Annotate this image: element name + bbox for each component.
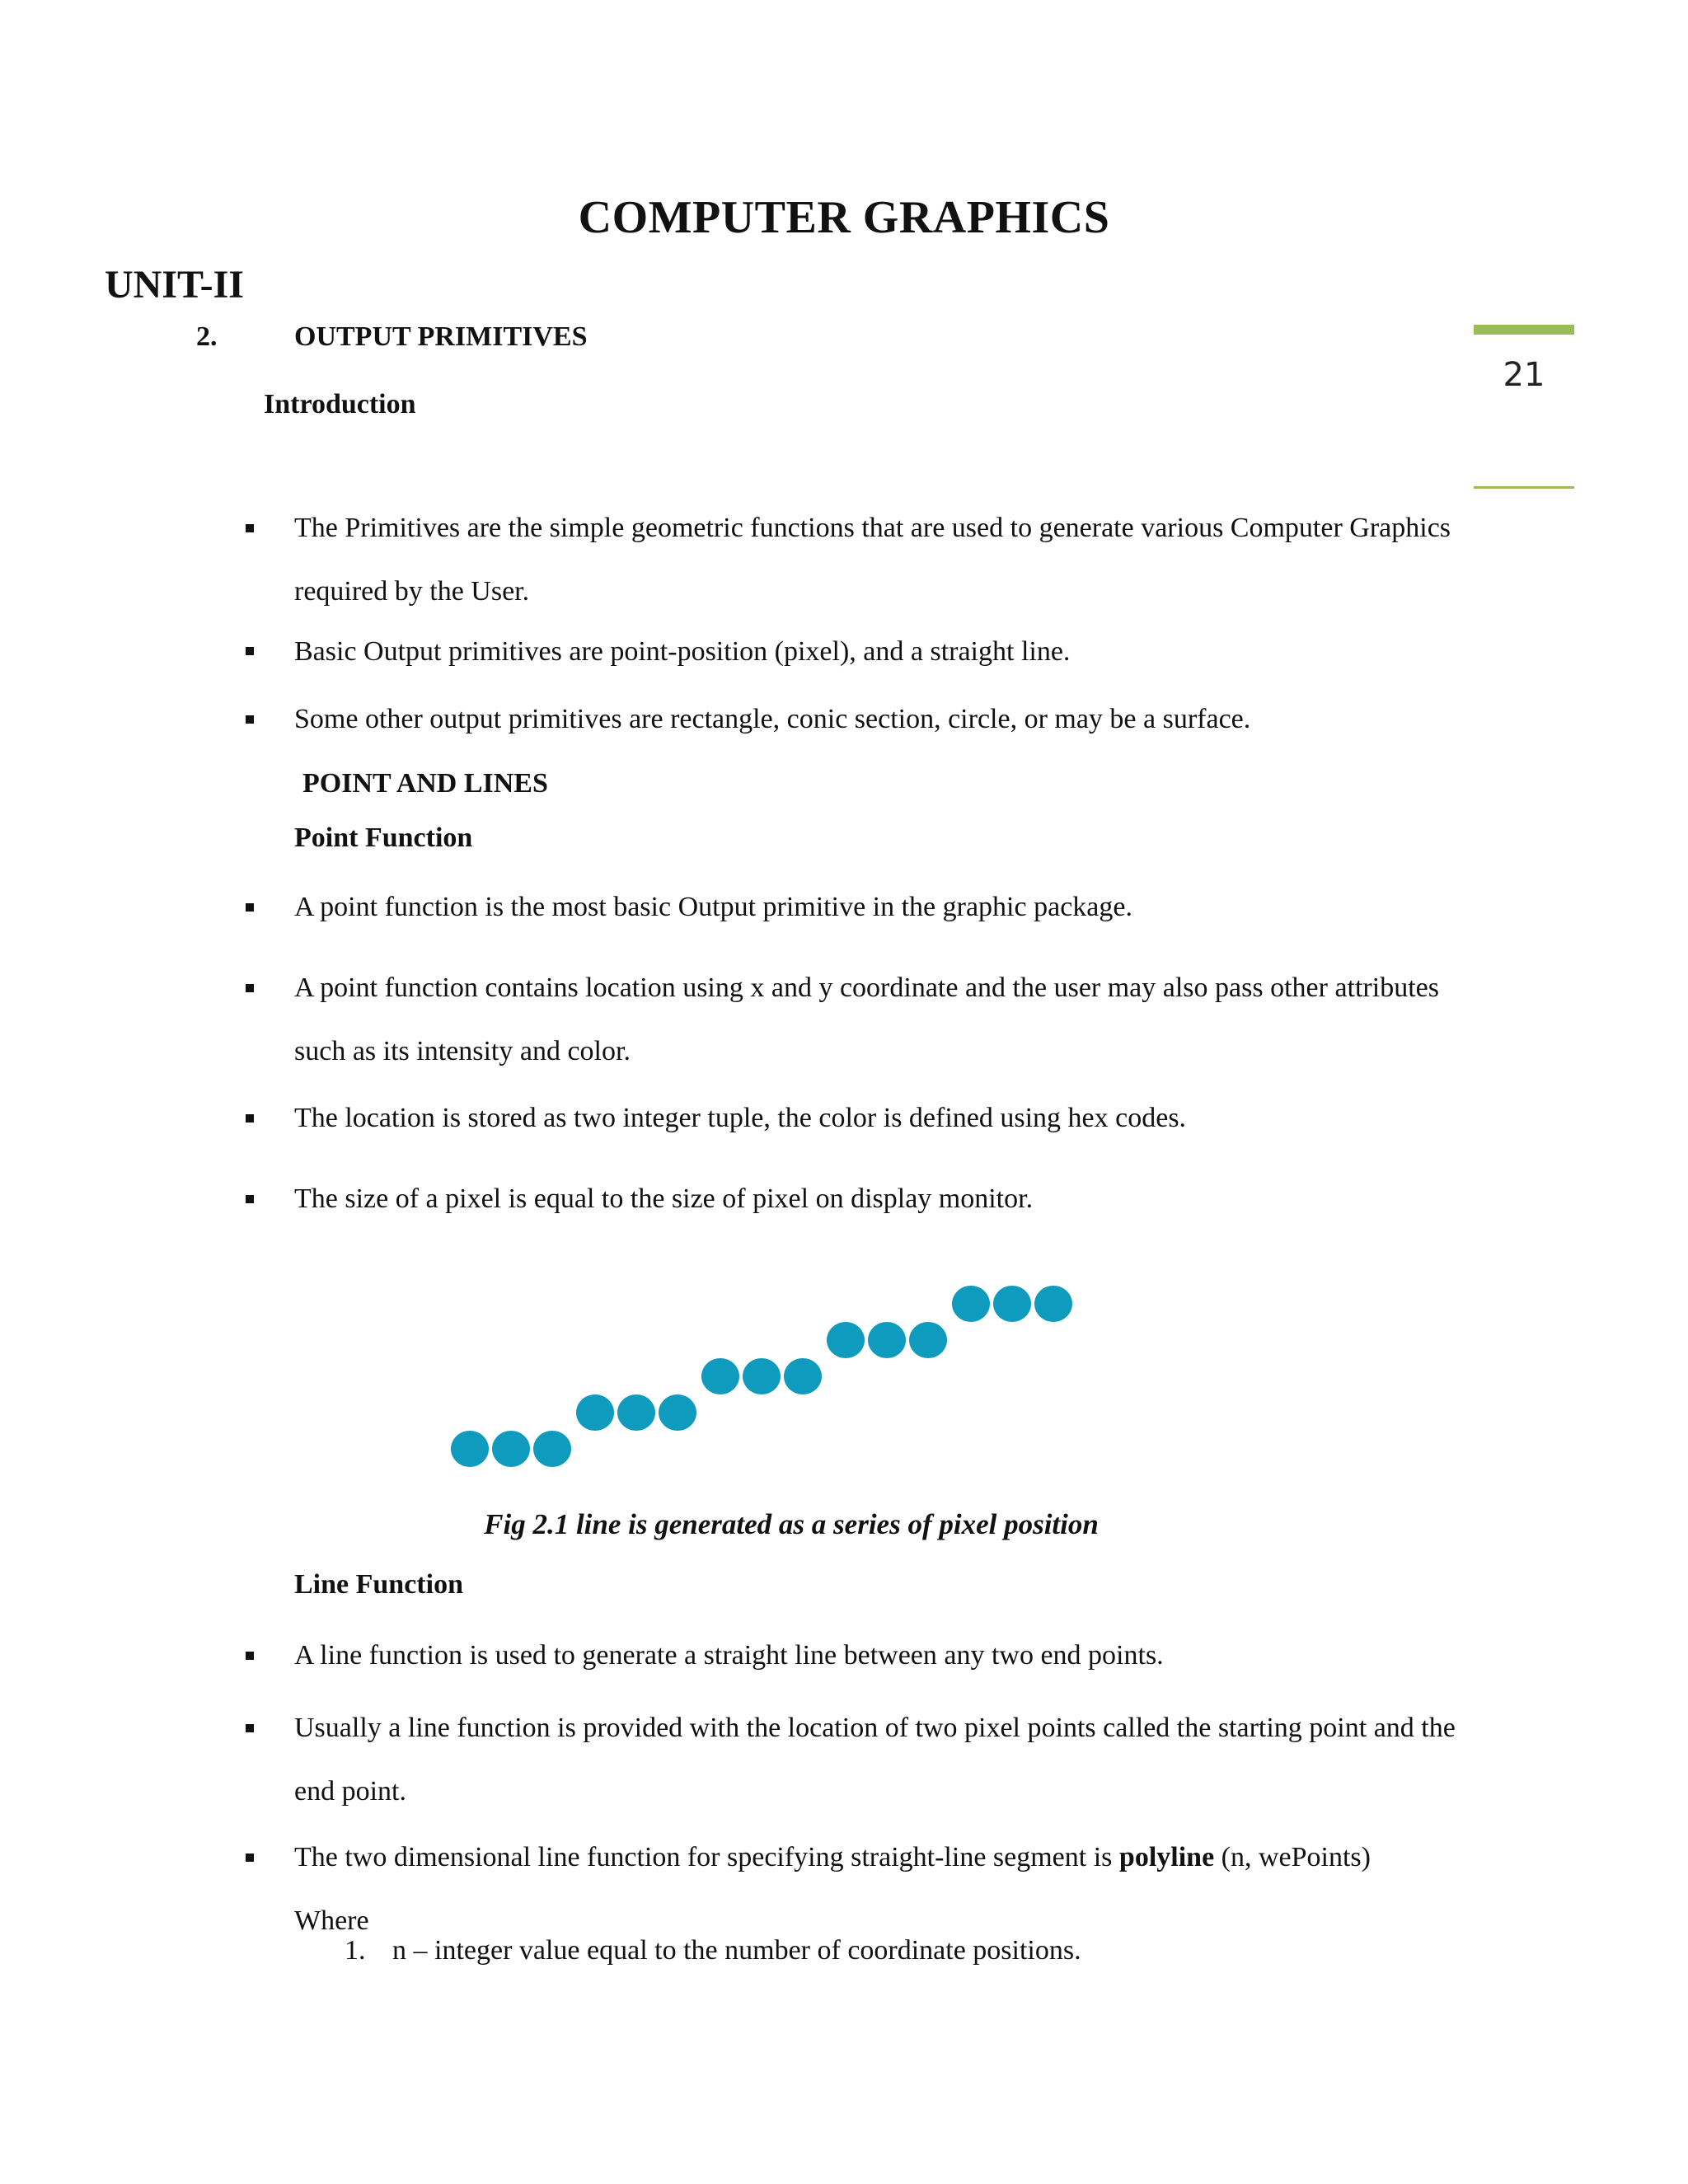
bullet-icon bbox=[246, 1195, 254, 1203]
introduction-heading: Introduction bbox=[264, 389, 416, 419]
list-item: The Primitives are the simple geometric functions that are used to generate various Computer Graphics required by the User. bbox=[294, 513, 1451, 607]
pixel-dot bbox=[993, 1286, 1031, 1322]
bullet-icon bbox=[246, 1724, 254, 1732]
bullet-icon bbox=[246, 984, 254, 992]
pixel-line-figure bbox=[437, 1276, 1096, 1482]
numbered-list bbox=[345, 1935, 1081, 1966]
point-function-heading: Point Function bbox=[294, 823, 473, 853]
pixel-dot bbox=[492, 1431, 530, 1467]
polyline-keyword: polyline bbox=[1118, 1842, 1215, 1872]
list-item: A point function contains location using x and y coordinate and the user may also pass other attributes such as its intensity and color. bbox=[294, 972, 1439, 1066]
page-number: 21 bbox=[1503, 356, 1545, 394]
pixel-dot bbox=[1034, 1286, 1072, 1322]
section-title: OUTPUT PRIMITIVES bbox=[294, 321, 588, 352]
line-function-heading: Line Function bbox=[294, 1569, 463, 1600]
document-title: COMPUTER GRAPHICS bbox=[578, 192, 1110, 243]
pixel-dot bbox=[451, 1431, 489, 1467]
list-item: The size of a pixel is equal to the size of pixel on display monitor. bbox=[294, 1183, 1034, 1214]
unit-heading: UNIT-II bbox=[105, 263, 244, 307]
list-item: n – integer value equal to the number of coordinate positions. bbox=[392, 1935, 1081, 1966]
polyline-text-after: (n, wePoints) bbox=[1214, 1842, 1371, 1872]
pixel-dot bbox=[743, 1358, 781, 1394]
bullet-icon bbox=[246, 1652, 254, 1660]
list-item: Usually a line function is provided with the location of two pixel points called the starting point and the end point. bbox=[294, 1713, 1456, 1807]
bullet-icon bbox=[246, 903, 254, 912]
list-item bbox=[294, 1825, 1514, 1889]
list-item: Some other output primitives are rectangle, conic section, circle, or may be a surface. bbox=[294, 704, 1251, 734]
pixel-dot bbox=[576, 1394, 614, 1431]
bullet-icon bbox=[246, 715, 254, 724]
page-number-bar-top bbox=[1474, 325, 1574, 335]
figure-caption: Fig 2.1 line is generated as a series of pixel position bbox=[484, 1508, 1099, 1540]
bullet-icon bbox=[246, 647, 254, 655]
section-number: 2. bbox=[196, 321, 218, 352]
pixel-dot bbox=[617, 1394, 655, 1431]
polyline-text-before: The two dimensional line function for specifying straight-line segment is bbox=[294, 1842, 1119, 1872]
bullet-icon bbox=[246, 524, 254, 532]
points-lines-heading: POINT AND LINES bbox=[302, 768, 548, 799]
pixel-dot bbox=[659, 1394, 696, 1431]
where-label: Where bbox=[294, 1905, 369, 1936]
list-item: The location is stored as two integer tuple, the color is defined using hex codes. bbox=[294, 1103, 1187, 1133]
pixel-dot bbox=[868, 1322, 906, 1358]
list-item: A point function is the most basic Output primitive in the graphic package. bbox=[294, 892, 1132, 922]
list-item: A line function is used to generate a straight line between any two end points. bbox=[294, 1640, 1164, 1671]
pixel-dot bbox=[909, 1322, 947, 1358]
list-number: 1. bbox=[345, 1935, 366, 1966]
bullet-icon bbox=[246, 1114, 254, 1122]
pixel-dot bbox=[701, 1358, 739, 1394]
pixel-dot bbox=[827, 1322, 865, 1358]
pixel-dot bbox=[533, 1431, 571, 1467]
pixel-dot bbox=[784, 1358, 822, 1394]
list-item: Basic Output primitives are point-position (pixel), and a straight line. bbox=[294, 636, 1071, 667]
page-number-bar-bottom bbox=[1474, 486, 1574, 489]
pixel-dot bbox=[952, 1286, 990, 1322]
bullet-icon bbox=[246, 1854, 254, 1862]
